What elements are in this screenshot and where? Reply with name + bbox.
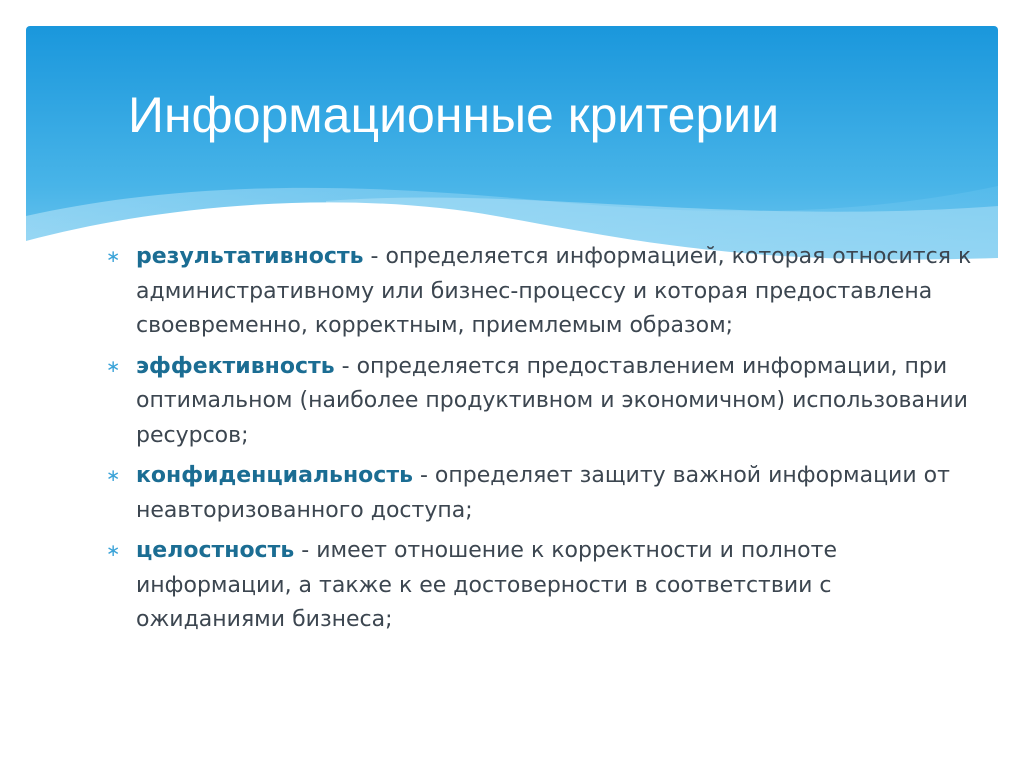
list-item-integrity bbox=[104, 534, 984, 638]
slide-title: Информационные критерии bbox=[128, 87, 780, 143]
asterisk-bullet-icon: ∗ bbox=[106, 466, 121, 486]
term-label: результативность bbox=[136, 244, 364, 269]
asterisk-bullet-icon: ∗ bbox=[106, 541, 121, 561]
asterisk-bullet-icon: ∗ bbox=[106, 356, 121, 377]
list-item-efficiency bbox=[104, 350, 984, 454]
list-item-confidentiality bbox=[104, 459, 984, 528]
asterisk-bullet-icon: ∗ bbox=[106, 247, 121, 267]
term-definition: - определяется информацией, которая относится к административному или бизнес-процессу и которая предоставлена своевременно, корректным, приемлемым образом; bbox=[136, 244, 972, 338]
criteria-list bbox=[104, 240, 984, 644]
term-definition: - определяет защиту важной информации от неавторизованного доступа; bbox=[136, 463, 950, 523]
term-label: эффективность bbox=[136, 353, 335, 379]
term-definition: - определяется предоставлением информации, при оптимальном (наиболее продуктивном и экономичном) использовании ресурсов; bbox=[136, 353, 968, 448]
term-definition: - имеет отношение к корректности и полноте информации, а также к ее достоверности в соответствии с ожиданиями бизнеса; bbox=[136, 538, 837, 632]
term-label: конфиденциальность bbox=[136, 463, 413, 488]
list-item-results bbox=[104, 240, 984, 344]
term-label: целостность bbox=[136, 538, 295, 563]
